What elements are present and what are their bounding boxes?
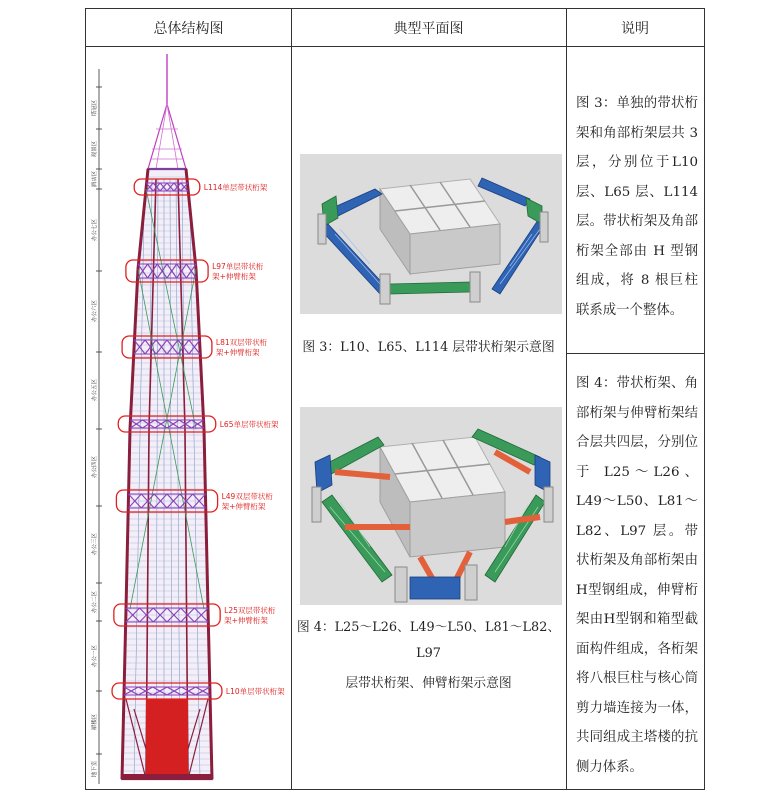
truss-annotation: L65单层带状桁架 — [219, 420, 279, 429]
zone-label: 办公七区 — [92, 218, 98, 242]
truss-annotation: L25双层带状桁 — [224, 606, 276, 615]
description-divider — [566, 353, 704, 354]
figure-4-caption — [293, 615, 564, 697]
single-layer-belt-truss-diagram — [300, 154, 562, 314]
zone-label: 酒店区 — [92, 170, 98, 188]
header-notes: 说明 — [621, 21, 649, 37]
zone-label: 办公四区 — [92, 455, 98, 479]
truss-annotation: L49双层带状桁 — [221, 492, 273, 501]
truss-annotation: 架+伸臂桁架 — [212, 272, 256, 281]
zone-label: 办公一区 — [92, 644, 98, 668]
truss-annotation: 架+伸臂桁架 — [224, 616, 268, 625]
zone-label: 办公三区 — [92, 532, 98, 556]
figure-4-caption-line-2: 层带状桁架、伸臂桁架示意图 — [345, 676, 512, 691]
header-overall-structure: 总体结构图 — [153, 21, 224, 37]
column-divider — [291, 9, 292, 789]
figure-4-description: 图 4：带状桁架、角部桁架与伸臂桁架结合层共四层，分别位于 L25～L26、L49～L50、L81～L82、L97 层。带状桁架及角部桁架由H型钢组成，伸臂桁架由H型钢和箱型截面构件组成，各桁架将八根巨柱与核心筒剪力墙连接为一体，共同组成主塔楼的抗侧力体系。 — [576, 376, 698, 775]
zone-label: 裙楼区 — [92, 713, 98, 731]
zone-label: 办公五区 — [92, 378, 98, 402]
truss-annotation: 架+伸臂桁架 — [221, 502, 266, 511]
truss-annotation: L81双层带状桁 — [215, 338, 268, 347]
figure-3-description: 图 3：单独的带状桁架和角部桁架层共 3 层，分别位于L10层、L65 层、L114 层。带状桁架及角部桁架全部由 H 型钢组成，将 8 根巨柱联系成一个整体。 — [576, 96, 698, 318]
column-divider — [566, 9, 567, 789]
zone-label: 塔冠区 — [92, 99, 98, 117]
tower-elevation-diagram — [86, 9, 291, 791]
zone-label: 观景区 — [92, 140, 98, 158]
truss-annotation: L114单层带状桁架 — [203, 183, 268, 192]
double-layer-outrigger-truss-diagram — [300, 407, 562, 605]
truss-annotation: L97单层带状桁 — [212, 262, 264, 271]
zone-label: 办公二区 — [92, 590, 98, 614]
figure-4-caption-line-1: 图 4：L25～L26、L49～L50、L81～L82、L97 — [296, 620, 561, 661]
zone-label: 地下室 — [92, 760, 98, 778]
figure-3-caption: 图 3：L10、L65、L114 层带状桁架示意图 — [302, 340, 555, 355]
truss-annotation: 架+伸臂桁架 — [215, 348, 260, 357]
truss-annotation: L10单层带状桁架 — [225, 687, 285, 696]
content-table — [85, 8, 705, 790]
zone-label: 办公六区 — [92, 299, 98, 323]
header-typical-plan: 典型平面图 — [393, 21, 464, 37]
